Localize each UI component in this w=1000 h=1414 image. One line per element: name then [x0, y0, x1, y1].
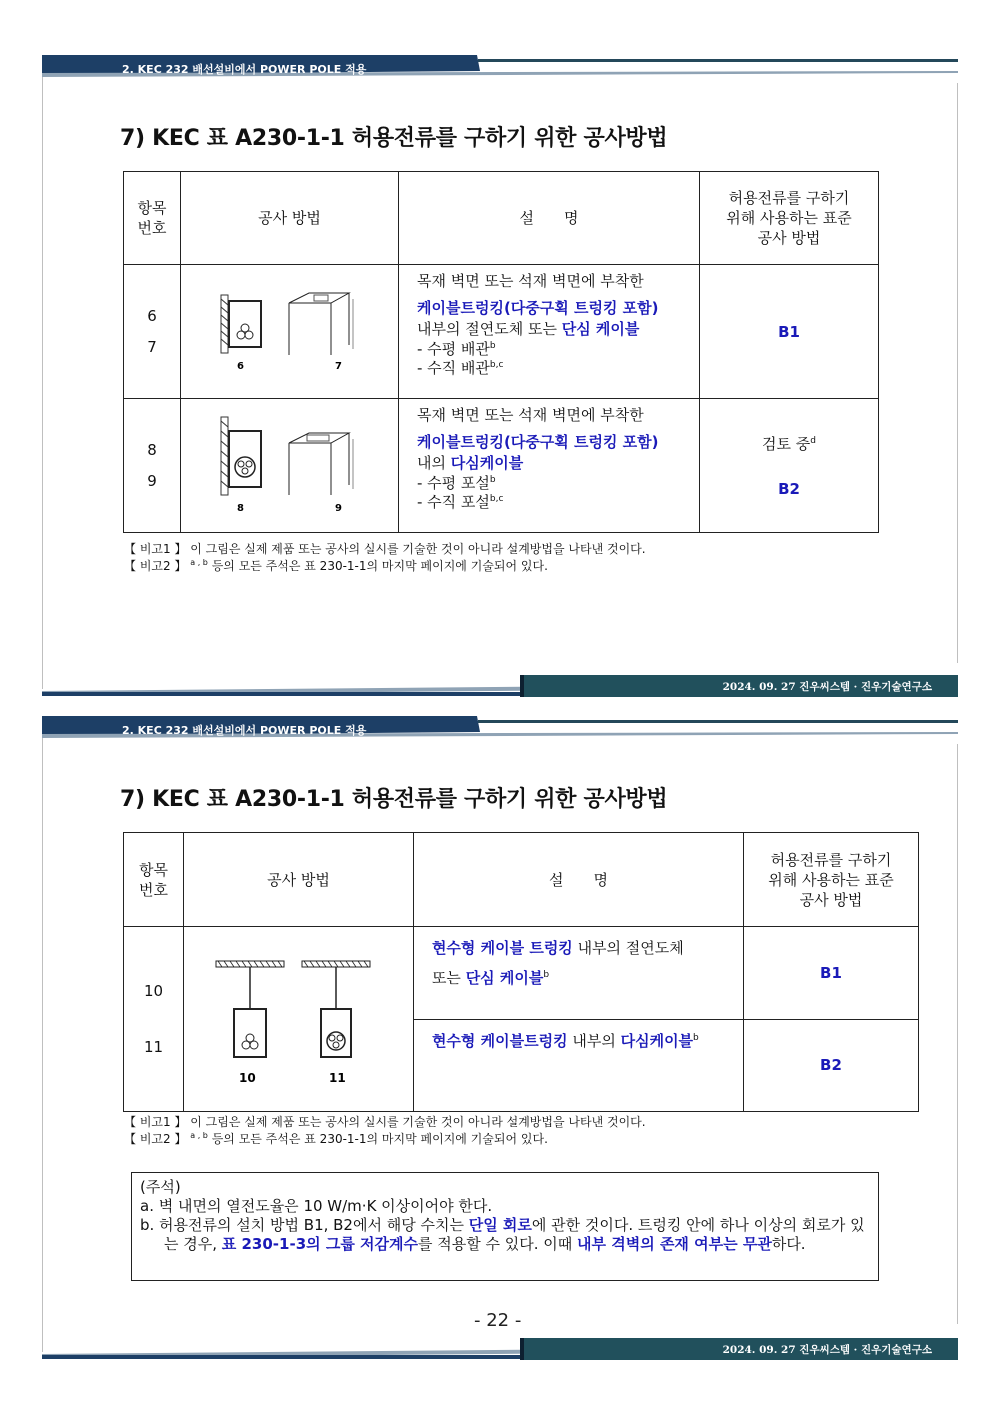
description-cell: 목재 벽면 또는 석재 벽면에 부착한 케이블트렁킹(다중구획 트렁킹 포함) 내부의 절연도체 또는 단심 케이블 - 수평 배관$^b$ - 수직 배관$^{b,c}$: [399, 265, 700, 399]
method-figure: [184, 927, 414, 1112]
page-number: - 22 -: [474, 1310, 522, 1331]
header-standard-method: 허용전류를 구하기 위해 사용하는 표준 공사 방법: [743, 833, 918, 927]
section-title: 7) KEC 표 A230-1-1 허용전류를 구하기 위한 공사방법: [120, 126, 668, 151]
right-rule: [957, 83, 958, 663]
trunking-wall-figure-6-7: [181, 265, 399, 394]
method-figure: [181, 399, 399, 533]
svg-text:8: 8: [237, 503, 244, 514]
footer-text: 2024. 09. 27 진우씨스템 · 진우기술연구소: [722, 1344, 932, 1356]
item-numbers: 6 7: [124, 265, 181, 399]
suspended-trunking-figure-10-11: [184, 927, 402, 1107]
left-rule: [42, 77, 43, 689]
standard-method-b2: B2: [743, 1019, 918, 1112]
under-review-label: 검토 중: [762, 435, 811, 453]
header-item-number: 항목 번호: [124, 172, 181, 265]
standard-method-b1: B1: [743, 927, 918, 1020]
construction-method-table: [123, 832, 919, 1112]
slide-page-2: [42, 716, 958, 1360]
left-rule: [42, 738, 43, 1352]
table-header-row: [124, 172, 879, 265]
note-1: 【 비고1 】 이 그림은 실제 제품 또는 공사의 실시를 기술한 것이 아니라 설계방법을 나타낸 것이다.: [124, 1115, 646, 1129]
table-row: [124, 399, 879, 533]
svg-text:6: 6: [237, 361, 244, 372]
header-description: 설 명: [399, 172, 700, 265]
footnote-a: a. 벽 내면의 열전도율은 10 W/m·K 이상이어야 한다.: [140, 1197, 493, 1215]
note-1: 【 비고1 】 이 그림은 실제 제품 또는 공사의 실시를 기술한 것이 아니라 설계방법을 나타낸 것이다.: [124, 542, 646, 556]
note-2: 【 비고2 】 $^{a , b}$ 등의 모든 주석은 표 230-1-1의 마지막 페이지에 기술되어 있다.: [124, 558, 548, 573]
footnotes-heading: (주석): [140, 1178, 181, 1196]
header-label: 2. KEC 232 배선설비에서 POWER POLE 적용: [122, 724, 367, 737]
table-row: [124, 927, 919, 1020]
standard-method-b2: B2: [778, 480, 800, 498]
table-row: [124, 265, 879, 399]
description-cell: 목재 벽면 또는 석재 벽면에 부착한 케이블트렁킹(다중구획 트렁킹 포함) 내의 다심케이블 - 수평 포설$^b$ - 수직 포설$^{b,c}$: [399, 399, 700, 533]
header-item-number: 항목 번호: [124, 833, 184, 927]
header-standard-method: 허용전류를 구하기 위해 사용하는 표준 공사 방법: [700, 172, 879, 265]
description-cell: 현수형 케이블트렁킹 내부의 다심케이블$^b$: [413, 1019, 743, 1112]
item-numbers: 8 9: [124, 399, 181, 533]
trunking-wall-figure-8-9: [181, 399, 399, 528]
svg-text:11: 11: [329, 1071, 346, 1085]
description-cell: 현수형 케이블 트렁킹 내부의 절연도체 또는 단심 케이블$^b$: [413, 927, 743, 1020]
standard-method-cell: 검토 중$^d$ B2: [700, 399, 879, 533]
table-header-row: [124, 833, 919, 927]
item-numbers: 10 11: [124, 927, 184, 1112]
svg-text:10: 10: [239, 1071, 256, 1085]
svg-text:7: 7: [335, 361, 342, 372]
method-figure: [181, 265, 399, 399]
footer-text: 2024. 09. 27 진우씨스템 · 진우기술연구소: [722, 681, 932, 693]
section-title: 7) KEC 표 A230-1-1 허용전류를 구하기 위한 공사방법: [120, 787, 668, 812]
svg-text:9: 9: [335, 503, 342, 514]
footnote-b: b. 허용전류의 설치 방법 B1, B2에서 해당 수치는 단일 회로에 관한 것이다. 트렁킹 안에 하나 이상의 회로가 있는 경우, 표 230-1-3의 그룹 저감계수를 적용할 수 있다. 이때 내부 격벽의 존재 여부는 무관하다.: [140, 1216, 865, 1253]
right-rule: [957, 744, 958, 1324]
note-2: 【 비고2 】 $^{a , b}$ 등의 모든 주석은 표 230-1-1의 마지막 페이지에 기술되어 있다.: [124, 1131, 548, 1146]
header-construction-method: 공사 방법: [181, 172, 399, 265]
header-construction-method: 공사 방법: [184, 833, 414, 927]
header-description: 설 명: [413, 833, 743, 927]
slide-page-1: [42, 55, 958, 697]
standard-method-b1: B1: [700, 265, 879, 399]
footnotes-box: [131, 1172, 879, 1281]
construction-method-table: [123, 171, 879, 533]
header-label: 2. KEC 232 배선설비에서 POWER POLE 적용: [122, 63, 367, 76]
